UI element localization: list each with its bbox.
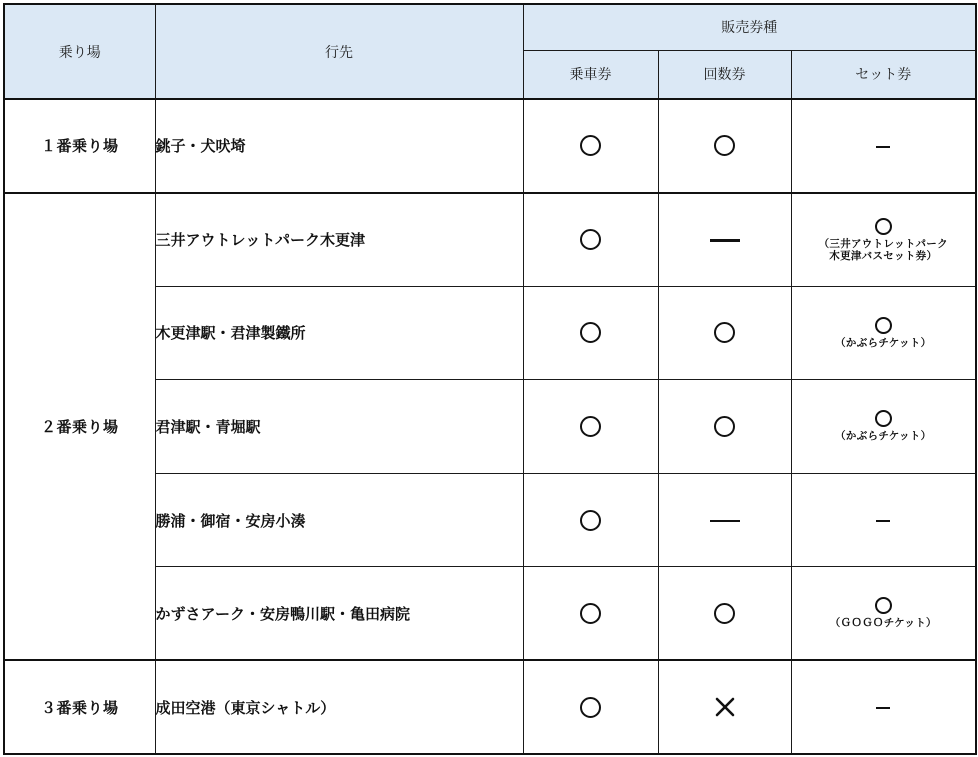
single-ticket-cell [523,567,658,661]
ticket-availability-table [3,3,977,755]
available-circle-icon [875,218,892,235]
coupon-ticket-cell [658,99,791,193]
single-ticket-cell [523,286,658,380]
available-circle-icon [875,597,892,614]
set-ticket-cell [791,660,976,754]
table-row [4,99,976,193]
destination-cell: 三井アウトレットパーク木更津 [155,193,523,287]
available-circle-icon [580,229,601,250]
not-sold-dash-icon [710,239,740,242]
destination-cell: 成田空港（東京シャトル） [155,660,523,754]
available-circle-icon [580,416,601,437]
available-circle-icon [580,603,601,624]
destination-cell: 木更津駅・君津製鐵所 [155,286,523,380]
set-ticket-cell [791,286,976,380]
set-ticket-cell [791,567,976,661]
table-row [4,193,976,287]
table-row [4,660,976,754]
available-circle-icon [875,410,892,427]
not-applicable-dash-icon [876,146,890,149]
available-circle-icon [580,322,601,343]
coupon-ticket-cell [658,567,791,661]
set-ticket-cell [791,193,976,287]
coupon-ticket-cell [658,380,791,474]
single-ticket-cell [523,660,658,754]
single-ticket-cell [523,193,658,287]
platform-3-label: ３番乗り場 [4,660,155,754]
not-available-cross-icon [714,696,736,718]
set-ticket-note-line2: 木更津バスセット券） [829,249,938,262]
single-ticket-cell [523,380,658,474]
header-destination: 行先 [155,4,523,99]
platform-1-label: １番乗り場 [4,99,155,193]
destination-cell: 君津駅・青堀駅 [155,380,523,474]
available-circle-icon [580,135,601,156]
header-platform: 乗り場 [4,4,155,99]
destination-cell: 銚子・犬吠埼 [155,99,523,193]
available-circle-icon [714,416,735,437]
set-ticket-note: （かぶらチケット） [835,430,932,443]
not-applicable-dash-icon [876,520,890,523]
set-ticket-note: （ＧＯＧＯチケット） [829,617,937,630]
available-circle-icon [714,322,735,343]
coupon-ticket-cell [658,193,791,287]
not-applicable-dash-icon [876,707,890,710]
set-ticket-note: （三井アウトレットパーク [818,237,948,250]
header-coupon-ticket: 回数券 [658,50,791,99]
set-ticket-cell [791,99,976,193]
header-ticket-types: 販売券種 [523,4,976,50]
available-circle-icon [875,317,892,334]
coupon-ticket-cell [658,660,791,754]
header-set-ticket: セット券 [791,50,976,99]
destination-cell: かずさアーク・安房鴨川駅・亀田病院 [155,567,523,661]
available-circle-icon [580,510,601,531]
platform-2-label: ２番乗り場 [4,193,155,661]
header-single-ticket: 乗車券 [523,50,658,99]
destination-cell: 勝浦・御宿・安房小湊 [155,473,523,567]
coupon-ticket-cell [658,286,791,380]
available-circle-icon [580,697,601,718]
coupon-ticket-cell [658,473,791,567]
single-ticket-cell [523,99,658,193]
set-ticket-cell [791,473,976,567]
set-ticket-cell [791,380,976,474]
available-circle-icon [714,603,735,624]
not-sold-dash-icon [710,520,740,523]
available-circle-icon [714,135,735,156]
set-ticket-note: （かぶらチケット） [835,336,932,349]
single-ticket-cell [523,473,658,567]
